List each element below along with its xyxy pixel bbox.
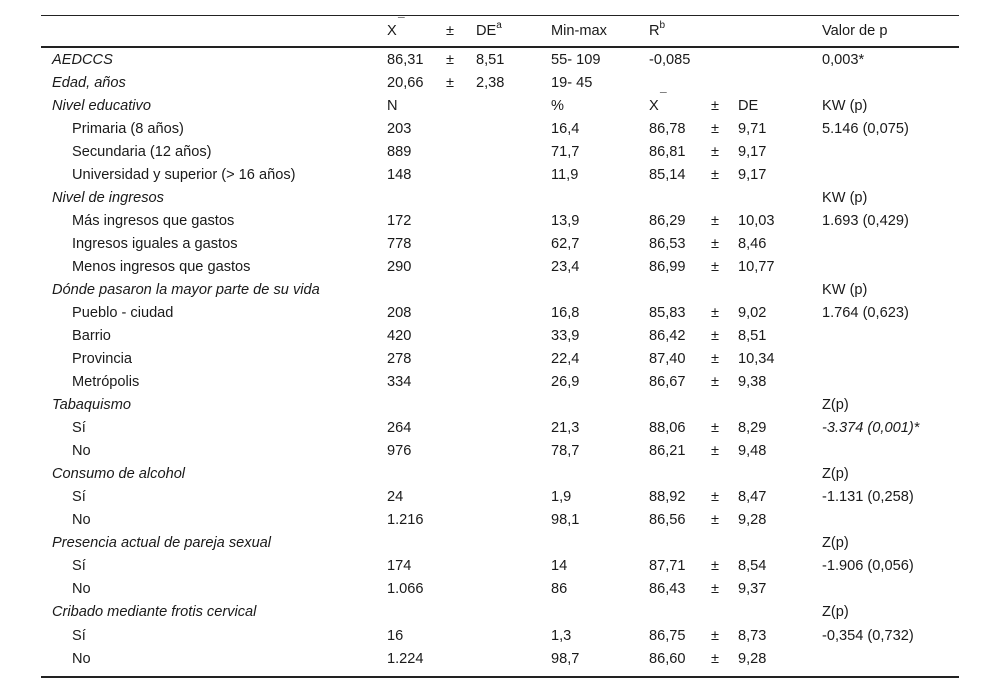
cell-mean-header: X ¯	[649, 90, 667, 115]
table-row	[41, 233, 959, 256]
cell-percent-or-range: 11,9	[551, 167, 579, 184]
cell-n-or-mean: N	[387, 98, 398, 115]
cell-plus-minus: ±	[711, 98, 720, 115]
cell-n-or-mean: 16	[387, 627, 404, 644]
cell-percent-or-range: 16,8	[551, 305, 580, 322]
row-label: Más ingresos que gastos	[72, 213, 235, 230]
table-row	[41, 348, 959, 371]
cell-n-or-mean: 420	[387, 328, 412, 345]
table-section-row	[41, 532, 959, 555]
cell-pvalue: 5.146 (0,075)	[822, 121, 909, 138]
cell-n-or-mean: 208	[387, 305, 412, 322]
table-row	[41, 256, 959, 279]
cell-correlation-or-mean: 87,40	[649, 351, 686, 368]
row-label: Nivel de ingresos	[52, 190, 164, 207]
cell-correlation-or-mean: 86,53	[649, 236, 686, 253]
cell-plus-minus: ±	[711, 213, 720, 230]
cell-percent-or-range: 14	[551, 558, 568, 575]
cell-sd: 10,77	[738, 259, 775, 276]
cell-sd: 9,17	[738, 144, 767, 161]
cell-percent-or-range: 71,7	[551, 144, 580, 161]
row-label: Menos ingresos que gastos	[72, 259, 251, 276]
cell-correlation-or-mean: 86,78	[649, 121, 686, 138]
cell-plus-minus: ±	[711, 581, 720, 598]
cell-percent-or-range: 1,9	[551, 489, 572, 506]
row-label: Metrópolis	[72, 374, 140, 391]
cell-pvalue: 1.764 (0,623)	[822, 305, 909, 322]
header-range: Min-max	[551, 23, 607, 39]
cell-pvalue: -1.906 (0,056)	[822, 558, 914, 575]
cell-correlation-or-mean: 86,81	[649, 144, 686, 161]
cell-plus-minus: ±	[711, 558, 720, 575]
cell-n-or-mean: 174	[387, 558, 412, 575]
cell-percent-or-range: 22,4	[551, 351, 580, 368]
row-label: No	[72, 650, 91, 667]
cell-plus-minus: ±	[711, 351, 720, 368]
cell-percent-or-range: %	[551, 98, 564, 115]
cell-sd: 8,51	[476, 52, 505, 68]
cell-n-or-mean: 1.066	[387, 581, 424, 598]
table-section-row	[41, 394, 959, 417]
table-bottom-rule	[41, 676, 959, 678]
row-label: Edad, años	[52, 75, 126, 92]
cell-correlation-or-mean: 86,29	[649, 213, 686, 230]
cell-n-or-mean: 334	[387, 374, 412, 391]
cell-n-or-mean: 290	[387, 259, 412, 276]
table-header-row	[41, 15, 959, 43]
cell-plus-minus: ±	[711, 305, 720, 322]
cell-pvalue: KW (p)	[822, 98, 868, 115]
cell-sd: 8,73	[738, 627, 767, 644]
cell-sd: 9,28	[738, 650, 767, 667]
table-section-row	[41, 49, 959, 72]
cell-pvalue: KW (p)	[822, 190, 868, 207]
table-row	[41, 210, 959, 233]
cell-correlation-or-mean: 86,56	[649, 512, 686, 529]
table-row	[41, 440, 959, 463]
cell-correlation-or-mean: 86,21	[649, 443, 686, 460]
row-label: Tabaquismo	[52, 397, 131, 414]
cell-plus-minus: ±	[711, 121, 720, 138]
cell-correlation-or-mean: 86,43	[649, 581, 686, 598]
table-section-row	[41, 90, 959, 118]
cell-n-or-mean: 20,66	[387, 75, 424, 92]
cell-plus-minus: ±	[446, 52, 455, 68]
cell-pvalue: Z(p)	[822, 397, 849, 414]
cell-sd: 8,51	[738, 328, 767, 345]
cell-plus-minus: ±	[711, 328, 720, 345]
cell-percent-or-range: 62,7	[551, 236, 580, 253]
cell-correlation-or-mean: 86,99	[649, 259, 686, 276]
row-label: Consumo de alcohol	[52, 466, 186, 483]
cell-plus-minus: ±	[711, 512, 720, 529]
row-label: Sí	[72, 489, 86, 506]
row-label: Presencia actual de pareja sexual	[52, 535, 272, 552]
cell-plus-minus: ±	[711, 259, 720, 276]
row-label: No	[72, 512, 91, 529]
cell-n-or-mean: 278	[387, 351, 412, 368]
row-label: Secundaria (12 años)	[72, 144, 212, 161]
header-sd: $DE^a$	[476, 20, 502, 39]
table-row	[41, 486, 959, 509]
header-mean: X ¯	[387, 15, 405, 39]
table-header-rule	[41, 46, 959, 48]
row-label: Cribado mediante frotis cervical	[52, 604, 257, 621]
cell-sd: 9,37	[738, 581, 767, 598]
cell-percent-or-range: 13,9	[551, 213, 580, 230]
row-label: Sí	[72, 558, 86, 575]
cell-pvalue: Z(p)	[822, 535, 849, 552]
cell-correlation-or-mean: 88,06	[649, 420, 686, 437]
table-section-row	[41, 187, 959, 210]
row-label: No	[72, 443, 91, 460]
table-section-row	[41, 279, 959, 302]
cell-correlation-or-mean: 88,92	[649, 489, 686, 506]
table-row	[41, 555, 959, 578]
cell-pvalue: -3.374 (0,001)*	[822, 420, 920, 437]
cell-n-or-mean: 148	[387, 167, 412, 184]
cell-pvalue: 0,003*	[822, 52, 865, 68]
cell-percent-or-range: 86	[551, 581, 568, 598]
cell-pvalue: Z(p)	[822, 604, 849, 621]
cell-percent-or-range: 1,3	[551, 627, 572, 644]
cell-plus-minus: ±	[711, 650, 720, 667]
cell-percent-or-range: 19- 45	[551, 75, 593, 92]
cell-correlation-or-mean: 86,60	[649, 650, 686, 667]
table-row	[41, 578, 959, 601]
row-label: Pueblo - ciudad	[72, 305, 174, 322]
cell-pvalue: KW (p)	[822, 282, 868, 299]
row-label: Dónde pasaron la mayor parte de su vida	[52, 282, 320, 299]
table-section-row	[41, 463, 959, 486]
cell-sd: 9,17	[738, 167, 767, 184]
row-label: Universidad y superior (> 16 años)	[72, 167, 296, 184]
cell-n-or-mean: 1.224	[387, 650, 424, 667]
cell-pvalue: -0,354 (0,732)	[822, 627, 914, 644]
table-row	[41, 141, 959, 164]
table-section-row	[41, 601, 959, 624]
table-section-row	[41, 72, 959, 95]
row-label: Primaria (8 años)	[72, 121, 184, 138]
cell-percent-or-range: 21,3	[551, 420, 580, 437]
cell-n-or-mean: 86,31	[387, 52, 424, 68]
cell-sd: 9,02	[738, 305, 767, 322]
cell-sd: 2,38	[476, 75, 505, 92]
row-label: Sí	[72, 420, 86, 437]
table-row	[41, 371, 959, 394]
table-row	[41, 509, 959, 532]
cell-percent-or-range: 98,1	[551, 512, 580, 529]
row-label: Nivel educativo	[52, 98, 151, 115]
cell-plus-minus: ±	[711, 420, 720, 437]
cell-sd: 9,71	[738, 121, 767, 138]
cell-plus-minus: ±	[711, 489, 720, 506]
cell-sd: 10,03	[738, 213, 775, 230]
cell-plus-minus: ±	[446, 75, 455, 92]
cell-plus-minus: ±	[711, 236, 720, 253]
table-row	[41, 417, 959, 440]
cell-percent-or-range: 98,7	[551, 650, 580, 667]
cell-percent-or-range: 78,7	[551, 443, 580, 460]
cell-n-or-mean: 889	[387, 144, 412, 161]
cell-sd: 8,29	[738, 420, 767, 437]
cell-pvalue: 1.693 (0,429)	[822, 213, 909, 230]
cell-correlation-or-mean: -0,085	[649, 52, 691, 68]
table-row	[41, 325, 959, 348]
cell-correlation-or-mean: 86,42	[649, 328, 686, 345]
cell-correlation-or-mean: 85,83	[649, 305, 686, 322]
cell-correlation-or-mean: 86,75	[649, 627, 686, 644]
cell-n-or-mean: 24	[387, 489, 404, 506]
cell-sd: 10,34	[738, 351, 775, 368]
cell-sd: 8,54	[738, 558, 767, 575]
cell-correlation-or-mean: 87,71	[649, 558, 686, 575]
cell-percent-or-range: 33,9	[551, 328, 580, 345]
header-correlation: $R^b$	[649, 20, 666, 39]
cell-sd: 8,47	[738, 489, 767, 506]
cell-percent-or-range: 55- 109	[551, 52, 601, 68]
cell-n-or-mean: 778	[387, 236, 412, 253]
cell-plus-minus: ±	[711, 443, 720, 460]
table-top-rule	[41, 15, 959, 16]
cell-n-or-mean: 976	[387, 443, 412, 460]
cell-plus-minus: ±	[711, 144, 720, 161]
cell-sd: 9,28	[738, 512, 767, 529]
cell-correlation-or-mean: 86,67	[649, 374, 686, 391]
cell-sd: 8,46	[738, 236, 767, 253]
cell-sd: 9,38	[738, 374, 767, 391]
cell-plus-minus: ±	[711, 627, 720, 644]
table-row	[41, 164, 959, 187]
cell-pvalue: -1.131 (0,258)	[822, 489, 914, 506]
table-row	[41, 118, 959, 141]
cell-n-or-mean: 1.216	[387, 512, 424, 529]
row-label: Ingresos iguales a gastos	[72, 236, 238, 253]
cell-n-or-mean: 264	[387, 420, 412, 437]
row-label: AEDCCS	[52, 52, 113, 68]
cell-plus-minus: ±	[711, 374, 720, 391]
row-label: No	[72, 581, 91, 598]
cell-percent-or-range: 26,9	[551, 374, 580, 391]
table-row	[41, 625, 959, 648]
cell-pvalue: Z(p)	[822, 466, 849, 483]
header-plus-minus: ±	[446, 23, 455, 39]
row-label: Provincia	[72, 351, 133, 368]
cell-sd: 9,48	[738, 443, 767, 460]
row-label: Sí	[72, 627, 86, 644]
cell-correlation-or-mean: 85,14	[649, 167, 686, 184]
table-row	[41, 648, 959, 671]
cell-percent-or-range: 16,4	[551, 121, 580, 138]
row-label: Barrio	[72, 328, 111, 345]
cell-n-or-mean: 172	[387, 213, 412, 230]
header-pvalue: Valor de p	[822, 23, 888, 39]
cell-sd: DE	[738, 98, 759, 115]
table-row	[41, 302, 959, 325]
cell-plus-minus: ±	[711, 167, 720, 184]
cell-percent-or-range: 23,4	[551, 259, 580, 276]
cell-n-or-mean: 203	[387, 121, 412, 138]
